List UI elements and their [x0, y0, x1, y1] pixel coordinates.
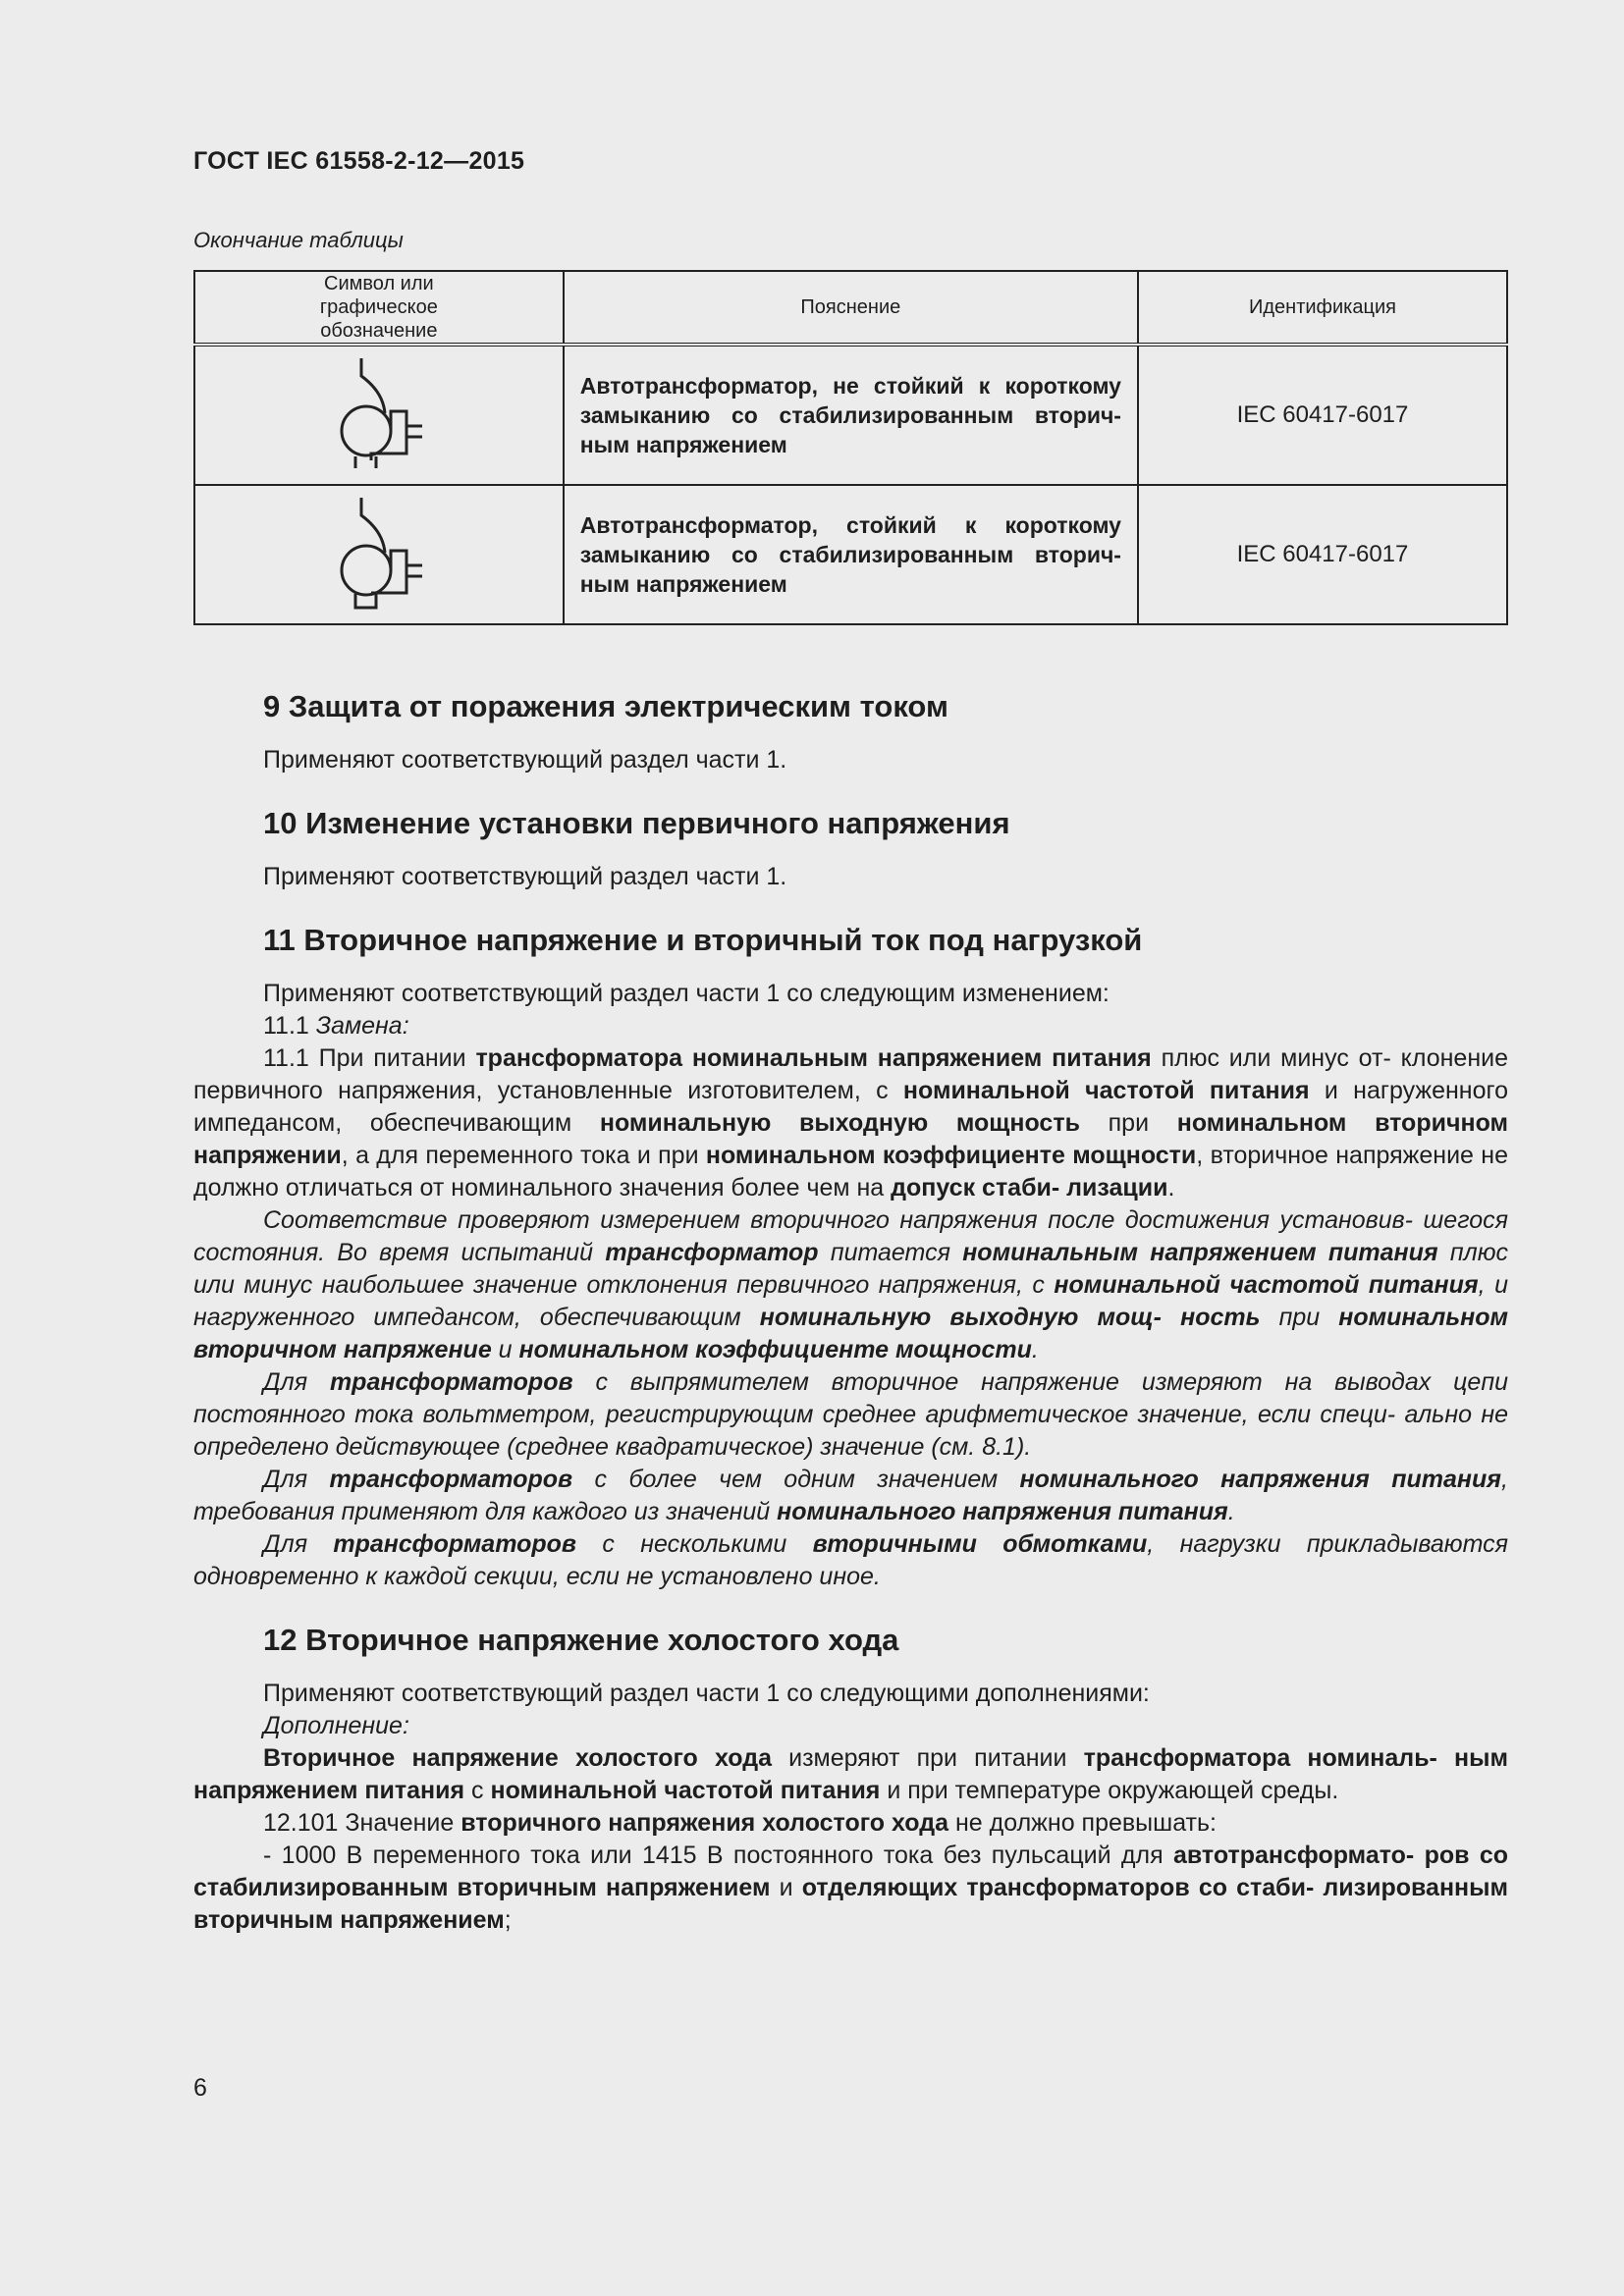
- section-11-paragraph-4: Для трансформаторов с более чем одним значением номинального напряжения питания, требования применяют для каждого из значений номинального напряжения питания.: [193, 1466, 1508, 1525]
- section-11-title: 11 Вторичное напряжение и вторичный ток под нагрузкой: [263, 923, 1143, 957]
- column-header-explanation: Пояснение: [564, 271, 1138, 345]
- section-12-title: 12 Вторичное напряжение холостого хода: [263, 1623, 899, 1657]
- section-12-addition-label: Дополнение:: [263, 1712, 409, 1739]
- table-row: [194, 485, 1507, 624]
- autotransformer-non-short-circuit-proof-symbol-icon: [320, 352, 438, 472]
- table-row: [194, 345, 1507, 485]
- section-12-paragraph-1: Вторичное напряжение холостого хода измеряют при питании трансформатора номиналь- ным напряжением питания с номинальной частотой питания и при температуре окружающей среды.: [193, 1744, 1508, 1804]
- section-11-paragraph-5: Для трансформаторов с несколькими вторичными обмотками, нагрузки прикладываются одновременно к каждой секции, если не установлено иное.: [193, 1530, 1509, 1590]
- section-11-paragraph-2: Соответствие проверяют измерением вторичного напряжения после достижения установив- шегося состояния. Во время испытаний трансформатор питается номинальным напряжением питания плюс или минус наибольшее значение отклонения первичного напряжения, с номинальной частотой питания, и нагруженного импедансом, обеспечивающим номинальную выходную мощ- ность при номинальном вторичном напряжение и номинальном коэффициенте мощности.: [193, 1206, 1508, 1363]
- symbol-cell: [194, 485, 564, 624]
- section-9-text: Применяют соответствующий раздел части 1.: [263, 746, 787, 774]
- identification-cell: IEC 60417-6017: [1138, 485, 1507, 624]
- section-12-paragraph-2: 12.101 Значение вторичного напряжения холостого хода не должно превышать:: [263, 1809, 1217, 1837]
- identification-cell: IEC 60417-6017: [1138, 345, 1507, 485]
- table-header-row: [194, 271, 1507, 345]
- table-caption: Окончание таблицы: [193, 228, 404, 252]
- explanation-cell: Автотрансформатор, стойкий к короткому замыканию со стабилизированным вторич- ным напряжением: [564, 485, 1138, 624]
- symbols-table: [193, 270, 1508, 625]
- symbol-cell: [194, 345, 564, 485]
- section-10-title: 10 Изменение установки первичного напряжения: [263, 806, 1010, 840]
- section-11-paragraph-1: 11.1 При питании трансформатора номинальным напряжением питания плюс или минус от- клонение первичного напряжения, установленные изготовителем, с номинальной частотой питания и нагруженного импедансом, обеспечивающим номинальную выходную мощность при номинальном вторичном напряжении, а для переменного тока и при номинальном коэффициенте мощности, вторичное напряжение не должно отличаться от номинального значения более чем на допуск стаби- лизации.: [193, 1044, 1509, 1201]
- section-12-paragraph-3: - 1000 В переменного тока или 1415 В постоянного тока без пульсаций для автотрансформато- ров со стабилизированным вторичным напряжением и отделяющих трансформаторов со стаби- лизированным вторичным напряжением;: [193, 1842, 1508, 1934]
- standard-header: ГОСТ IEC 61558-2-12—2015: [193, 147, 525, 175]
- section-11-intro: Применяют соответствующий раздел части 1 со следующим изменением:: [263, 980, 1110, 1007]
- main-content: [193, 687, 1508, 1937]
- column-header-identification: Идентификация: [1138, 271, 1507, 345]
- section-12-intro: Применяют соответствующий раздел части 1 со следующими дополнениями:: [263, 1680, 1150, 1707]
- section-11-replace: 11.1 Замена:: [263, 1012, 409, 1040]
- column-header-symbol: Символ или графическое обозначение: [194, 271, 564, 345]
- explanation-cell: Автотрансформатор, не стойкий к короткому замыканию со стабилизированным вторич- ным напряжением: [564, 345, 1138, 485]
- section-10-text: Применяют соответствующий раздел части 1.: [263, 863, 787, 890]
- autotransformer-short-circuit-proof-symbol-icon: [320, 492, 438, 612]
- section-11-paragraph-3: Для трансформаторов с выпрямителем вторичное напряжение измеряют на выводах цепи постоянного тока вольтметром, регистрирующим среднее арифметическое значение, если специ- ально не определено действующее (среднее квадратическое) значение (см. 8.1).: [193, 1368, 1508, 1461]
- section-9-title: 9 Защита от поражения электрическим током: [263, 689, 948, 723]
- page-number: 6: [193, 2074, 207, 2102]
